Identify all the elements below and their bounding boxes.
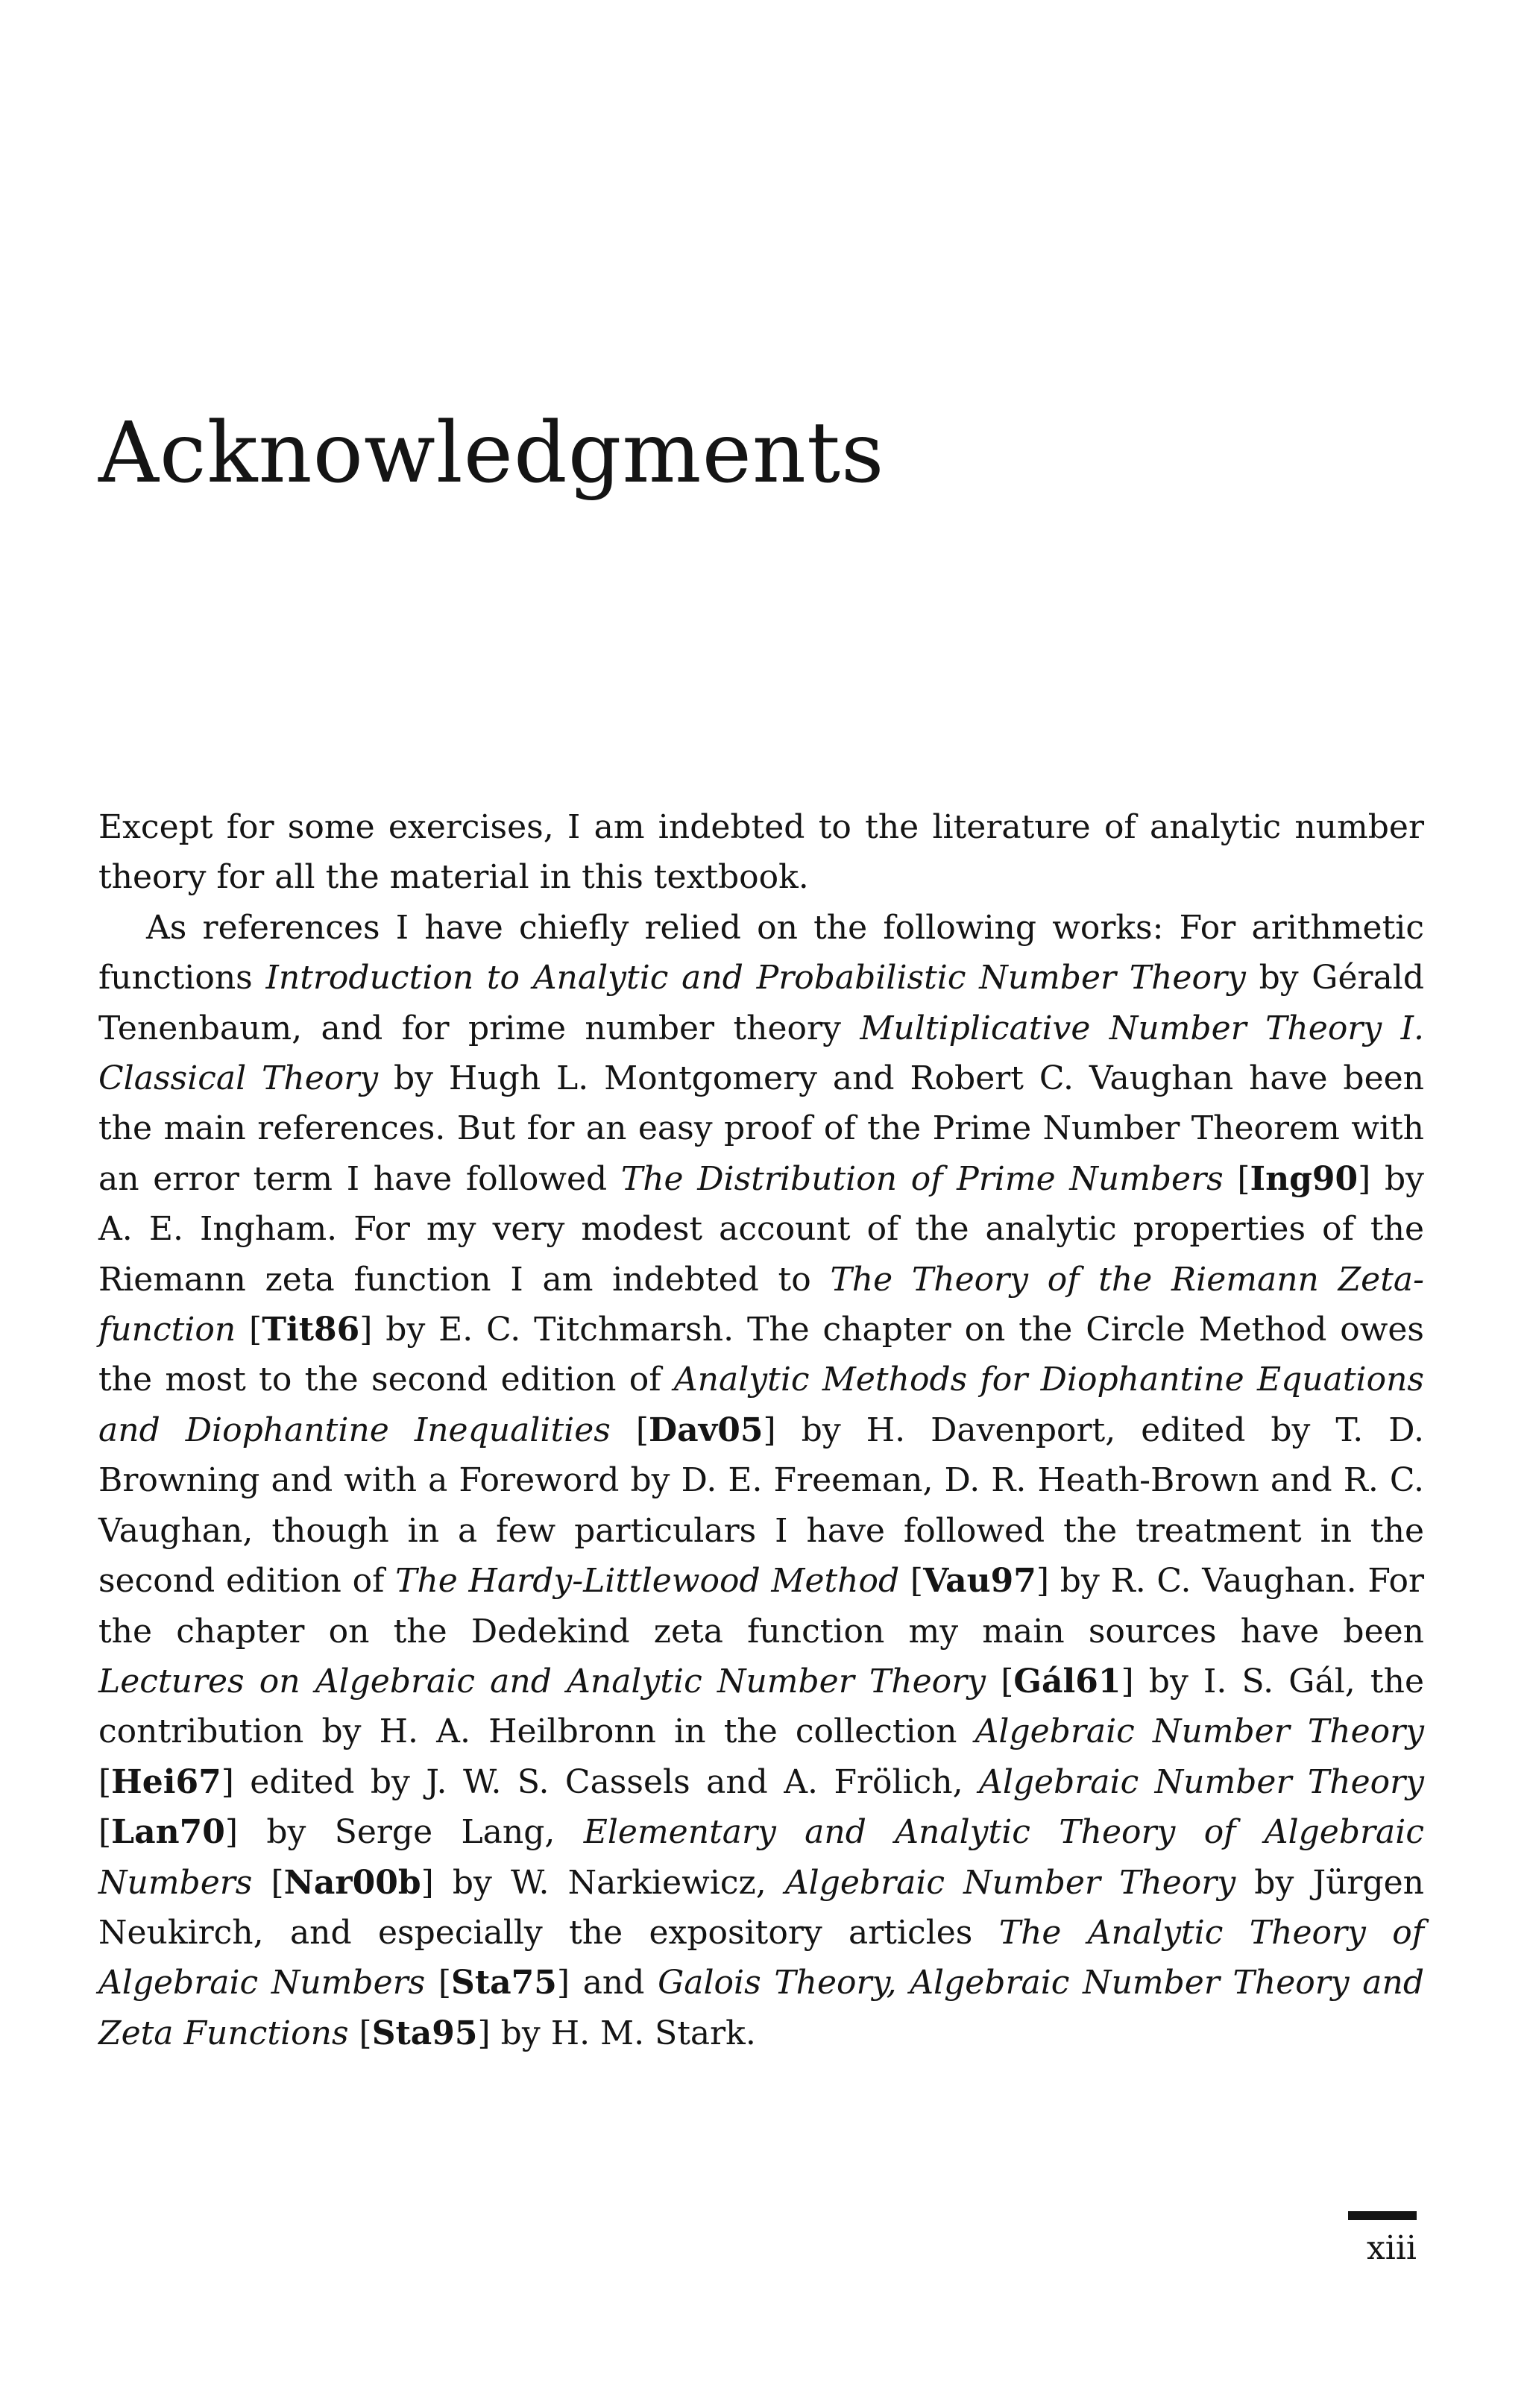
book-title: The Distribution of Prime Numbers [620,1159,1224,1198]
text-run: [ [348,2014,372,2052]
text-run: [ [98,1813,112,1852]
text-run: by Gérald Tenenbaum, and for prime number theory [98,959,1424,1047]
text-run: ] and [556,1964,658,2002]
text-run: ] by I. S. Gál, the contribution by H. A. Heilbronn in the collection [98,1662,1424,1751]
citation-key: Sta75 [451,1964,557,2002]
citation-key: Vau97 [923,1562,1036,1601]
text-run: ] edited by J. W. S. Cassels and A. Frölich, [221,1762,980,1801]
text-run: [ [1223,1159,1250,1198]
page-number: xiii [1366,2229,1417,2267]
book-title: Algebraic Number Theory [784,1863,1236,1902]
citation-key: Ing90 [1250,1159,1358,1198]
text-run: ] by W. Narkiewicz, [421,1863,785,1902]
book-title: Algebraic Number Theory [979,1762,1425,1801]
citation-key: Sta95 [371,2014,478,2052]
citation-key: Tit86 [262,1311,360,1349]
text-run: [ [98,1762,112,1801]
book-title: Analytic Methods for Diophantine Equations and Diophantine Inequalities [98,1361,1425,1449]
text-run: [ [252,1863,284,1902]
book-title: The Hardy-Littlewood Method [395,1562,900,1601]
text-run: by Hugh L. Montgomery and Robert C. Vaughan have been the main references. But for an easy proof of the Prime Number Theorem with an error term I have followed [98,1059,1424,1198]
text-run: ] by H. Davenport, edited by T. D. Browning and with a Foreword by D. E. Freeman, D. R. Heath-Brown and R. C. Vaughan, though in a few particulars I have followed the treatment in the second edition of [98,1411,1424,1601]
text-run: As references I have chiefly relied on the following works: For arithmetic functions [98,908,1424,997]
book-title: Galois Theory, Algebraic Number Theory and Zeta Functions [98,1964,1424,2052]
text-run: by Jürgen Neukirch, and especially the expository articles [98,1863,1424,1952]
citation-key: Nar00b [283,1863,421,1902]
chapter-title: Acknowledgments [98,405,885,502]
text-run: [ [236,1311,262,1349]
intro-paragraph: Except for some exercises, I am indebted to the literature of analytic number theory for all the material in this textbook. [98,808,1424,897]
citation-key: Dav05 [649,1411,764,1449]
text-run: [ [610,1411,649,1449]
text-run: ] by H. M. Stark. [477,2014,756,2052]
book-title: The Theory of the Riemann Zeta-function [98,1260,1425,1349]
references-paragraph [98,903,1424,2058]
citation-key: Lan70 [111,1813,225,1852]
citation-key: Hei67 [111,1762,221,1801]
citation-key: Gál61 [1013,1662,1121,1701]
text-run: [ [899,1562,924,1601]
text-run: ] by E. C. Titchmarsh. The chapter on the Circle Method owes the most to the second edition of [98,1311,1425,1399]
text-run: [ [986,1662,1014,1701]
book-title: Lectures on Algebraic and Analytic Number Theory [98,1662,986,1701]
book-title: Elementary and Analytic Theory of Algebraic Numbers [98,1813,1424,1902]
book-title: Multiplicative Number Theory I. Classical Theory [98,1009,1424,1098]
text-run: ] by A. E. Ingham. For my very modest account of the analytic properties of the Riemann zeta function I am indebted to [98,1159,1424,1299]
page-number-rule [1348,2211,1417,2220]
text-run: ] by Serge Lang, [224,1813,584,1852]
acknowledgments-body [98,802,1424,2058]
book-title: The Analytic Theory of Algebraic Numbers [98,1913,1424,2002]
text-run: ] by R. C. Vaughan. For the chapter on the Dedekind zeta function my main sources have been [98,1562,1424,1651]
book-title: Algebraic Number Theory [975,1712,1425,1751]
book-title: Introduction to Analytic and Probabilistic Number Theory [265,959,1246,997]
text-run: [ [425,1964,452,2002]
